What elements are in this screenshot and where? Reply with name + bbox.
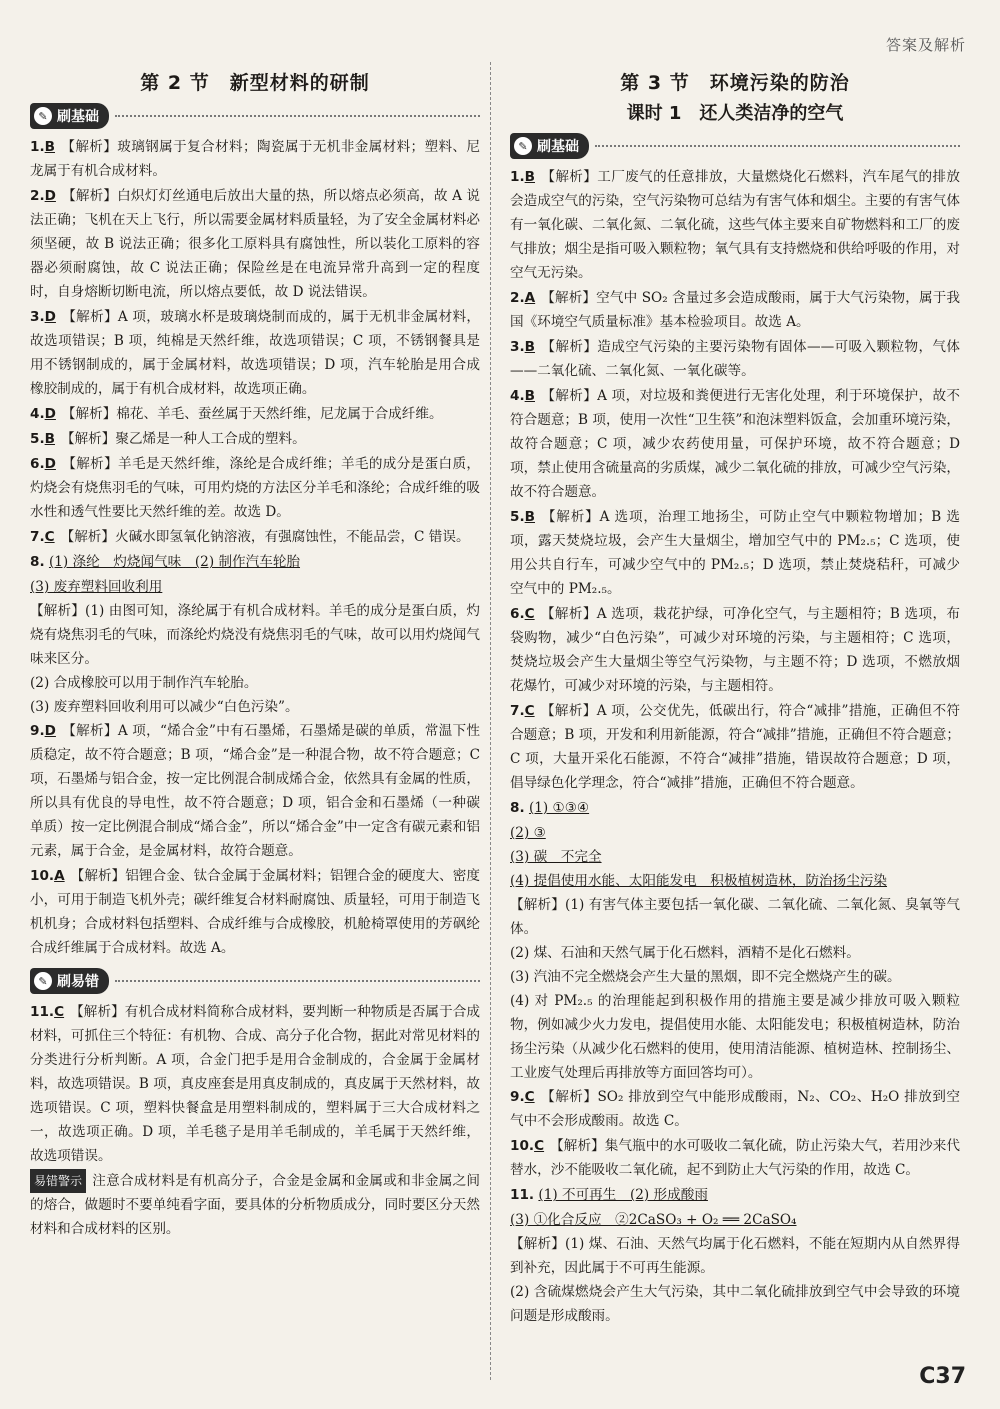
dotted-divider bbox=[115, 115, 480, 117]
page-number: C37 bbox=[919, 1364, 966, 1389]
analysis-text: (4) 对 PM₂.₅ 的治理能起到积极作用的措施主要是减少排放可吸入颗粒物，例如减少火力发电，提倡使用水能、太阳能发电；积极植树造林，防治扬尘污染（从减少化石燃料的使用，使用清洁能源、植树造林、控制扬尘、工业废气处理后再排放等方面回答均可）。 bbox=[510, 993, 960, 1081]
answer-item: 11.C 【解析】有机合成材料简称合成材料，要判断一种物质是否属于合成材料，可抓住三个特征：有机物、合成、高分子化合物，据此对常见材料的分类进行分析判断。A 项，合金门把手是用合金制成的，合金属于金属材料，故选项错误。B 项，真皮座套是用真皮制成的，真皮属于天然材料，故选项错误。C 项，塑料快餐盒是用塑料制成的，塑料属于三大合成材料之一，故选项正确。D 项，羊毛毯子是用羊毛制成的，羊毛属于天然纤维，故选项错误。 bbox=[30, 1004, 480, 1164]
answer-item: 1.B 【解析】工厂废气的任意排放，大量燃烧化石燃料，汽车尾气的排放会造成空气的污染，空气污染物可总结为有害气体和烟尘。主要的有害气体有一氧化碳、二氧化氮、二氧化硫，这些气体主要来自矿物燃料和工厂的废气排放；烟尘是指可吸入颗粒物；氧气具有支持燃烧和供给呼吸的作用，对空气无污染。 bbox=[510, 169, 960, 281]
dotted-divider bbox=[115, 980, 480, 982]
brush-icon: ✎ bbox=[34, 972, 52, 990]
answer-item: 5.B 【解析】聚乙烯是一种人工合成的塑料。 bbox=[30, 431, 306, 447]
analysis-text: (2) 煤、石油和天然气属于化石燃料，酒精不是化石燃料。 bbox=[510, 945, 860, 961]
answer-item: 4.B 【解析】A 项，对垃圾和粪便进行无害化处理，利于环境保护，故不符合题意；B 项，使用一次性“卫生筷”和泡沫塑料饭盒，会加重环境污染，故符合题意；C 项，减少农药使用量，可保护环境，故不符合题意；D 项，禁止使用含硫量高的劣质煤，减少二氧化硫的排放，可减少空气污染，故不符合题意。 bbox=[510, 388, 960, 500]
right-column bbox=[510, 64, 960, 1328]
answer-item: 7.C 【解析】火碱水即氢氧化钠溶液，有强腐蚀性，不能品尝，C 错误。 bbox=[30, 529, 470, 545]
section-header-error-left bbox=[30, 968, 480, 994]
analysis-text: (3) 汽油不完全燃烧会产生大量的黑烟，即不完全燃烧产生的碳。 bbox=[510, 969, 901, 985]
answer-line: (4) 提倡使用水能、太阳能发电 积极植树造林，防治扬尘污染 bbox=[510, 873, 888, 889]
answer-item: 3.D 【解析】A 项，玻璃水杯是玻璃烧制而成的，属于无机非金属材料，故选项错误；B 项，纯棉是天然纤维，故选项错误；C 项，不锈钢餐具是用不锈钢制成的，属于金属材料，故选项错误；D 项，汽车轮胎是用合成橡胶制成的，属于有机合成材料，故选项正确。 bbox=[30, 309, 480, 397]
header-tag: 答案及解析 bbox=[885, 36, 966, 54]
analysis-text: 【解析】(1) 由图可知，涤纶属于有机合成材料。羊毛的成分是蛋白质，灼烧有烧焦羽毛的气味，而涤纶灼烧没有烧焦羽毛的气味，故可以用灼烧闻气味来区分。 bbox=[30, 603, 480, 667]
left-column bbox=[30, 64, 480, 1241]
analysis-text: 【解析】(1) 煤、石油、天然气均属于化石燃料，不能在短期内从自然界得到补充，因此属于不可再生能源。 bbox=[510, 1236, 960, 1276]
answer-item: 3.B 【解析】造成空气污染的主要污染物有固体——可吸入颗粒物，气体——二氧化硫、二氧化氮、一氧化碳等。 bbox=[510, 339, 960, 379]
lesson-subtitle: 课时 1 还人类洁净的空气 bbox=[626, 103, 844, 124]
section-badge: ✎ 刷易错 bbox=[30, 968, 109, 994]
answer-item: 5.B 【解析】A 选项，治理工地扬尘，可防止空气中颗粒物增加；B 选项，露天焚烧垃圾，会产生大量烟尘，增加空气中的 PM₂.₅；C 选项，使用公共自行车，可减少空气中的 PM₂.₅；D 选项，禁止焚烧秸秆，可减少空气中的 PM₂.₅。 bbox=[510, 509, 960, 597]
section-badge: ✎ 刷基础 bbox=[30, 103, 109, 129]
answer-item: 11. (1) 不可再生 (2) 形成酸雨 bbox=[510, 1187, 708, 1203]
answer-line: (3) 碳 不完全 bbox=[510, 849, 602, 865]
section-header-basic-left bbox=[30, 103, 480, 129]
answer-item: 8. (1) ①③④ bbox=[510, 800, 590, 816]
answer-item: 9.C 【解析】SO₂ 排放到空气中能形成酸雨，N₂、CO₂、H₂O 排放到空气中不会形成酸雨。故选 C。 bbox=[510, 1089, 960, 1129]
answer-line: (3) ①化合反应 ②2CaSO₃ + O₂ ══ 2CaSO₄ bbox=[510, 1212, 797, 1228]
answer-item: 2.D 【解析】白炽灯灯丝通电后放出大量的热，所以熔点必须高，故 A 说法正确；飞机在天上飞行，所以需要金属材料质量轻，为了安全金属材料必须坚硬，故 B 说法正确；很多化工原料具有腐蚀性，所以装化工原料的容器必须耐腐蚀，故 C 说法正确；保险丝是在电流异常升高到一定的程度时，自身熔断切断电流，所以熔点要低，故 D 说法错误。 bbox=[30, 188, 480, 300]
analysis-text: (2) 合成橡胶可以用于制作汽车轮胎。 bbox=[30, 675, 258, 691]
answer-item: 2.A 【解析】空气中 SO₂ 含量过多会造成酸雨，属于大气污染物，属于我国《环境空气质量标准》基本检验项目。故选 A。 bbox=[510, 290, 960, 330]
analysis-text: (3) 废弃塑料回收利用可以减少“白色污染”。 bbox=[30, 699, 299, 715]
section-header-basic-right bbox=[510, 133, 960, 159]
warning-label: 易错警示 bbox=[30, 1169, 86, 1193]
answer-line: (3) 废弃塑料回收利用 bbox=[30, 579, 163, 595]
answer-item: 10.A 【解析】铝锂合金、钛合金属于金属材料；铝锂合金的硬度大、密度小，可用于制造飞机外壳；碳纤维复合材料耐腐蚀、质量轻，可用于制造飞机机身；合成材料包括塑料、合成纤维与合成橡胶，机舱椅罩使用的芳砜纶合成纤维属于合成材料。故选 A。 bbox=[30, 868, 480, 956]
brush-icon: ✎ bbox=[34, 107, 52, 125]
analysis-text: (2) 含硫煤燃烧会产生大气污染，其中二氧化硫排放到空气中会导致的环境问题是形成酸雨。 bbox=[510, 1284, 960, 1324]
section-title-right: 第 3 节 环境污染的防治 bbox=[620, 72, 850, 94]
answer-item: 1.B 【解析】玻璃钢属于复合材料；陶瓷属于无机非金属材料；塑料、尼龙属于有机合成材料。 bbox=[30, 139, 480, 179]
answer-item: 6.D 【解析】羊毛是天然纤维，涤纶是合成纤维；羊毛的成分是蛋白质，灼烧会有烧焦羽毛的气味，可用灼烧的方法区分羊毛和涤纶；合成纤维的吸水性和透气性要比天然纤维的差。故选 D。 bbox=[30, 456, 480, 520]
warning-note: 易错警示 注意合成材料是有机高分子，合金是金属和金属或和非金属之间的熔合，做题时不要单纯看字面，要具体的分析物质成分，同时要区分天然材料和合成材料的区别。 bbox=[30, 1169, 480, 1241]
brush-icon: ✎ bbox=[514, 137, 532, 155]
column-divider bbox=[490, 62, 491, 1380]
analysis-text: 【解析】(1) 有害气体主要包括一氧化碳、二氧化硫、二氧化氮、臭氧等气体。 bbox=[510, 897, 960, 937]
section-title-left: 第 2 节 新型材料的研制 bbox=[140, 72, 370, 94]
section-badge: ✎ 刷基础 bbox=[510, 133, 589, 159]
answer-item: 6.C 【解析】A 选项，栽花护绿，可净化空气，与主题相符；B 选项，布袋购物，减少“白色污染”，可减少对环境的污染，与主题相符；C 选项，焚烧垃圾会产生大量烟尘等空气污染物，与主题不符；D 选项，不燃放烟花爆竹，可减少对环境的污染，与主题相符。 bbox=[510, 606, 960, 694]
answer-item: 4.D 【解析】棉花、羊毛、蚕丝属于天然纤维，尼龙属于合成纤维。 bbox=[30, 406, 443, 422]
answer-item: 8. (1) 涤纶 灼烧闻气味 (2) 制作汽车轮胎 bbox=[30, 554, 301, 570]
answer-item: 9.D 【解析】A 项，“烯合金”中有石墨烯，石墨烯是碳的单质，常温下性质稳定，故不符合题意；B 项，“烯合金”是一种混合物，故不符合题意；C 项，石墨烯与铝合金，按一定比例混合制成烯合金，依然具有金属的性质，所以具有优良的导电性，故不符合题意；D 项，铝合金和石墨烯（一种碳单质）按一定比例混合制成“烯合金”，所以“烯合金”中一定含有碳元素和铝元素，属于合金，是金属材料，故符合题意。 bbox=[30, 723, 480, 859]
answer-item: 7.C 【解析】A 项，公交优先，低碳出行，符合“减排”措施，正确但不符合题意；B 项，开发和利用新能源，符合“减排”措施，正确但不符合题意；C 项，大量开采化石能源，不符合“减排”措施，错误故符合题意；D 项，倡导绿色化学理念，符合“减排”措施，正确但不符合题意。 bbox=[510, 703, 960, 791]
answer-item: 10.C 【解析】集气瓶中的水可吸收二氧化硫，防止污染大气，若用沙来代替水，沙不能吸收二氧化硫，起不到防止大气污染的作用，故选 C。 bbox=[510, 1138, 960, 1178]
dotted-divider bbox=[595, 145, 960, 147]
answer-line: (2) ③ bbox=[510, 825, 546, 841]
